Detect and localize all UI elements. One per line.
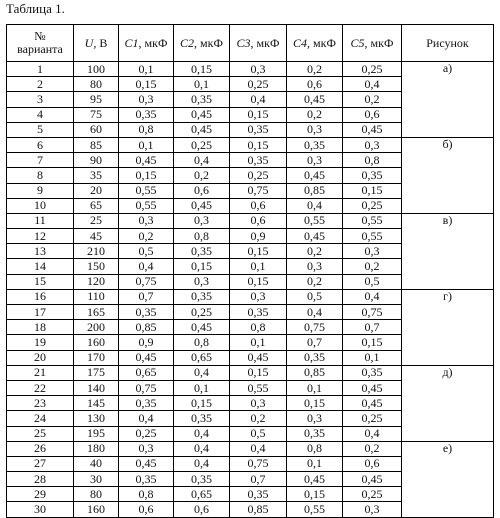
header-row xyxy=(7,25,494,62)
cell-c5: 0,2 xyxy=(343,441,402,456)
cell-c4: 0,85 xyxy=(287,365,343,380)
cell-c5: 0,1 xyxy=(343,350,402,365)
cell-c4: 0,55 xyxy=(287,502,343,517)
cell-c2: 0,45 xyxy=(174,320,230,335)
cell-c4: 0,4 xyxy=(287,198,343,213)
cell-c1: 0,55 xyxy=(119,183,174,198)
cell-c3: 0,15 xyxy=(230,137,287,152)
cell-c5: 0,8 xyxy=(343,153,402,168)
cell-c4: 0,35 xyxy=(287,350,343,365)
cell-c4: 0,45 xyxy=(287,229,343,244)
cell-c1: 0,8 xyxy=(119,487,174,502)
cell-c3: 0,8 xyxy=(230,320,287,335)
cell-voltage: 110 xyxy=(74,289,119,304)
cell-c4: 0,6 xyxy=(287,77,343,92)
header-c3 xyxy=(230,25,287,62)
cell-c4: 0,1 xyxy=(287,380,343,395)
header-c3-symbol: C3 xyxy=(236,35,251,50)
cell-c4: 0,15 xyxy=(287,487,343,502)
cell-variant: 5 xyxy=(7,122,74,137)
cell-variant: 25 xyxy=(7,426,74,441)
cell-c5: 0,4 xyxy=(343,77,402,92)
cell-c3: 0,3 xyxy=(230,62,287,77)
cell-voltage: 140 xyxy=(74,380,119,395)
cell-voltage: 40 xyxy=(74,456,119,471)
cell-c2: 0,2 xyxy=(174,168,230,183)
cell-c4: 0,75 xyxy=(287,320,343,335)
cell-c3: 0,5 xyxy=(230,426,287,441)
cell-c3: 0,35 xyxy=(230,122,287,137)
header-voltage-symbol: U xyxy=(84,35,94,50)
cell-voltage: 95 xyxy=(74,92,119,107)
cell-c5: 0,5 xyxy=(343,274,402,289)
cell-c4: 0,4 xyxy=(287,305,343,320)
cell-voltage: 170 xyxy=(74,350,119,365)
cell-c1: 0,45 xyxy=(119,456,174,471)
cell-voltage: 30 xyxy=(74,472,119,487)
cell-c2: 0,65 xyxy=(174,350,230,365)
cell-c2: 0,8 xyxy=(174,335,230,350)
cell-c2: 0,35 xyxy=(174,411,230,426)
cell-figure: д) xyxy=(402,365,494,441)
cell-c5: 0,35 xyxy=(343,365,402,380)
cell-c4: 0,3 xyxy=(287,122,343,137)
cell-c4: 0,3 xyxy=(287,153,343,168)
cell-c5: 0,25 xyxy=(343,487,402,502)
cell-variant: 16 xyxy=(7,289,74,304)
cell-c4: 0,85 xyxy=(287,183,343,198)
header-c4-unit: , мкФ xyxy=(307,35,336,50)
variants-table xyxy=(6,24,494,518)
cell-c4: 0,45 xyxy=(287,472,343,487)
cell-variant: 29 xyxy=(7,487,74,502)
cell-c4: 0,3 xyxy=(287,259,343,274)
cell-c1: 0,15 xyxy=(119,77,174,92)
cell-c2: 0,4 xyxy=(174,153,230,168)
cell-variant: 18 xyxy=(7,320,74,335)
cell-c2: 0,3 xyxy=(174,213,230,228)
cell-variant: 17 xyxy=(7,305,74,320)
cell-c5: 0,7 xyxy=(343,320,402,335)
header-figure: Рисунок xyxy=(402,25,494,62)
cell-c1: 0,15 xyxy=(119,168,174,183)
cell-voltage: 65 xyxy=(74,198,119,213)
cell-c3: 0,15 xyxy=(230,244,287,259)
cell-variant: 3 xyxy=(7,92,74,107)
header-c2 xyxy=(174,25,230,62)
cell-variant: 10 xyxy=(7,198,74,213)
cell-c1: 0,75 xyxy=(119,274,174,289)
cell-variant: 13 xyxy=(7,244,74,259)
cell-c5: 0,55 xyxy=(343,229,402,244)
cell-c5: 0,55 xyxy=(343,213,402,228)
cell-voltage: 90 xyxy=(74,153,119,168)
cell-c1: 0,45 xyxy=(119,153,174,168)
cell-c1: 0,3 xyxy=(119,441,174,456)
cell-voltage: 100 xyxy=(74,62,119,77)
cell-c1: 0,2 xyxy=(119,229,174,244)
cell-c3: 0,6 xyxy=(230,213,287,228)
cell-c1: 0,1 xyxy=(119,62,174,77)
cell-c5: 0,45 xyxy=(343,472,402,487)
cell-c5: 0,45 xyxy=(343,122,402,137)
cell-c1: 0,65 xyxy=(119,365,174,380)
cell-variant: 15 xyxy=(7,274,74,289)
cell-voltage: 25 xyxy=(74,213,119,228)
cell-voltage: 160 xyxy=(74,335,119,350)
cell-c1: 0,1 xyxy=(119,137,174,152)
cell-c3: 0,15 xyxy=(230,107,287,122)
header-voltage xyxy=(74,25,119,62)
cell-c5: 0,15 xyxy=(343,335,402,350)
cell-c3: 0,25 xyxy=(230,77,287,92)
cell-variant: 30 xyxy=(7,502,74,517)
cell-c4: 0,1 xyxy=(287,456,343,471)
cell-figure: г) xyxy=(402,289,494,365)
cell-c1: 0,25 xyxy=(119,426,174,441)
cell-voltage: 165 xyxy=(74,305,119,320)
table-row xyxy=(7,441,494,456)
cell-c5: 0,25 xyxy=(343,198,402,213)
cell-c3: 0,75 xyxy=(230,456,287,471)
cell-variant: 9 xyxy=(7,183,74,198)
cell-c2: 0,4 xyxy=(174,426,230,441)
cell-c5: 0,2 xyxy=(343,259,402,274)
cell-voltage: 175 xyxy=(74,365,119,380)
cell-c4: 0,45 xyxy=(287,92,343,107)
cell-c5: 0,3 xyxy=(343,137,402,152)
cell-voltage: 150 xyxy=(74,259,119,274)
cell-c5: 0,2 xyxy=(343,92,402,107)
cell-c4: 0,2 xyxy=(287,62,343,77)
cell-voltage: 75 xyxy=(74,107,119,122)
cell-voltage: 195 xyxy=(74,426,119,441)
header-c5-unit: , мкФ xyxy=(364,35,394,50)
cell-c1: 0,75 xyxy=(119,380,174,395)
cell-voltage: 85 xyxy=(74,137,119,152)
table-row xyxy=(7,213,494,228)
cell-c3: 0,7 xyxy=(230,472,287,487)
cell-c5: 0,6 xyxy=(343,456,402,471)
cell-variant: 6 xyxy=(7,137,74,152)
cell-c5: 0,45 xyxy=(343,396,402,411)
cell-c3: 0,15 xyxy=(230,274,287,289)
cell-c2: 0,3 xyxy=(174,274,230,289)
cell-c2: 0,25 xyxy=(174,305,230,320)
cell-c5: 0,75 xyxy=(343,305,402,320)
cell-variant: 7 xyxy=(7,153,74,168)
cell-c3: 0,35 xyxy=(230,487,287,502)
cell-c5: 0,35 xyxy=(343,168,402,183)
cell-voltage: 145 xyxy=(74,396,119,411)
cell-c2: 0,35 xyxy=(174,92,230,107)
cell-variant: 27 xyxy=(7,456,74,471)
cell-c3: 0,1 xyxy=(230,335,287,350)
cell-voltage: 180 xyxy=(74,441,119,456)
cell-variant: 28 xyxy=(7,472,74,487)
header-c1 xyxy=(119,25,174,62)
header-c5 xyxy=(343,25,402,62)
cell-c5: 0,15 xyxy=(343,183,402,198)
cell-variant: 21 xyxy=(7,365,74,380)
table-row xyxy=(7,289,494,304)
cell-c2: 0,25 xyxy=(174,137,230,152)
cell-c5: 0,3 xyxy=(343,502,402,517)
cell-c4: 0,45 xyxy=(287,168,343,183)
cell-figure: е) xyxy=(402,441,494,517)
cell-c2: 0,4 xyxy=(174,456,230,471)
cell-c1: 0,9 xyxy=(119,335,174,350)
cell-c3: 0,4 xyxy=(230,441,287,456)
cell-c2: 0,6 xyxy=(174,502,230,517)
cell-voltage: 45 xyxy=(74,229,119,244)
cell-c5: 0,25 xyxy=(343,411,402,426)
cell-c1: 0,55 xyxy=(119,198,174,213)
cell-c5: 0,3 xyxy=(343,244,402,259)
cell-voltage: 120 xyxy=(74,274,119,289)
cell-c3: 0,2 xyxy=(230,411,287,426)
cell-c1: 0,3 xyxy=(119,92,174,107)
cell-variant: 23 xyxy=(7,396,74,411)
cell-c3: 0,3 xyxy=(230,289,287,304)
cell-variant: 4 xyxy=(7,107,74,122)
header-c1-symbol: C1 xyxy=(124,35,139,50)
cell-c2: 0,1 xyxy=(174,380,230,395)
cell-c3: 0,1 xyxy=(230,259,287,274)
cell-c1: 0,35 xyxy=(119,107,174,122)
cell-c3: 0,15 xyxy=(230,365,287,380)
table-row xyxy=(7,137,494,152)
cell-c2: 0,35 xyxy=(174,289,230,304)
cell-c2: 0,35 xyxy=(174,244,230,259)
cell-c3: 0,85 xyxy=(230,502,287,517)
cell-c5: 0,4 xyxy=(343,289,402,304)
header-c2-symbol: C2 xyxy=(180,35,195,50)
cell-c3: 0,25 xyxy=(230,168,287,183)
cell-c2: 0,45 xyxy=(174,198,230,213)
cell-figure: а) xyxy=(402,62,494,138)
cell-c3: 0,4 xyxy=(230,92,287,107)
table-row xyxy=(7,62,494,77)
cell-voltage: 130 xyxy=(74,411,119,426)
cell-c3: 0,3 xyxy=(230,396,287,411)
cell-c2: 0,15 xyxy=(174,396,230,411)
cell-variant: 12 xyxy=(7,229,74,244)
header-voltage-unit: , В xyxy=(93,35,108,50)
cell-c2: 0,45 xyxy=(174,122,230,137)
cell-voltage: 35 xyxy=(74,168,119,183)
header-variant-label: варианта xyxy=(17,42,63,56)
header-c1-unit: , мкФ xyxy=(138,35,168,50)
cell-c1: 0,35 xyxy=(119,305,174,320)
cell-c1: 0,35 xyxy=(119,472,174,487)
cell-voltage: 200 xyxy=(74,320,119,335)
table-row xyxy=(7,365,494,380)
cell-c3: 0,35 xyxy=(230,153,287,168)
cell-c1: 0,8 xyxy=(119,122,174,137)
cell-variant: 26 xyxy=(7,441,74,456)
table-body xyxy=(7,62,494,518)
header-c5-symbol: C5 xyxy=(350,35,365,50)
cell-variant: 19 xyxy=(7,335,74,350)
cell-c4: 0,3 xyxy=(287,411,343,426)
cell-c4: 0,35 xyxy=(287,426,343,441)
cell-c4: 0,2 xyxy=(287,274,343,289)
cell-c2: 0,4 xyxy=(174,441,230,456)
header-c3-unit: , мкФ xyxy=(250,35,280,50)
cell-c4: 0,2 xyxy=(287,107,343,122)
cell-c2: 0,6 xyxy=(174,183,230,198)
cell-c2: 0,45 xyxy=(174,107,230,122)
cell-c5: 0,6 xyxy=(343,107,402,122)
cell-c2: 0,35 xyxy=(174,472,230,487)
cell-c4: 0,8 xyxy=(287,441,343,456)
cell-figure: в) xyxy=(402,213,494,289)
cell-c2: 0,65 xyxy=(174,487,230,502)
cell-c5: 0,25 xyxy=(343,62,402,77)
cell-c4: 0,55 xyxy=(287,213,343,228)
cell-c4: 0,2 xyxy=(287,244,343,259)
cell-c2: 0,4 xyxy=(174,365,230,380)
cell-c3: 0,35 xyxy=(230,305,287,320)
cell-c1: 0,6 xyxy=(119,502,174,517)
cell-c2: 0,1 xyxy=(174,77,230,92)
table-caption: Таблица 1. xyxy=(6,1,65,16)
cell-c1: 0,7 xyxy=(119,289,174,304)
cell-c3: 0,75 xyxy=(230,183,287,198)
header-variant xyxy=(7,25,74,62)
cell-voltage: 60 xyxy=(74,122,119,137)
cell-c1: 0,3 xyxy=(119,213,174,228)
cell-c1: 0,85 xyxy=(119,320,174,335)
cell-c1: 0,4 xyxy=(119,259,174,274)
header-c2-unit: , мкФ xyxy=(194,35,223,50)
cell-c4: 0,35 xyxy=(287,137,343,152)
cell-variant: 22 xyxy=(7,380,74,395)
cell-variant: 11 xyxy=(7,213,74,228)
cell-variant: 24 xyxy=(7,411,74,426)
cell-voltage: 210 xyxy=(74,244,119,259)
cell-c3: 0,45 xyxy=(230,350,287,365)
cell-voltage: 160 xyxy=(74,502,119,517)
cell-variant: 1 xyxy=(7,62,74,77)
cell-c1: 0,35 xyxy=(119,396,174,411)
cell-variant: 8 xyxy=(7,168,74,183)
cell-c4: 0,5 xyxy=(287,289,343,304)
cell-c1: 0,4 xyxy=(119,411,174,426)
cell-c3: 0,9 xyxy=(230,229,287,244)
cell-c2: 0,15 xyxy=(174,62,230,77)
cell-voltage: 80 xyxy=(74,77,119,92)
header-variant-symbol: № xyxy=(34,29,46,43)
cell-figure: б) xyxy=(402,137,494,213)
cell-variant: 20 xyxy=(7,350,74,365)
cell-variant: 2 xyxy=(7,77,74,92)
header-c4-symbol: C4 xyxy=(293,35,308,50)
cell-c5: 0,4 xyxy=(343,426,402,441)
cell-variant: 14 xyxy=(7,259,74,274)
cell-c1: 0,45 xyxy=(119,350,174,365)
header-c4 xyxy=(287,25,343,62)
cell-c4: 0,15 xyxy=(287,396,343,411)
cell-c3: 0,55 xyxy=(230,380,287,395)
cell-c2: 0,8 xyxy=(174,229,230,244)
cell-c2: 0,15 xyxy=(174,259,230,274)
cell-voltage: 20 xyxy=(74,183,119,198)
cell-c5: 0,45 xyxy=(343,380,402,395)
cell-voltage: 80 xyxy=(74,487,119,502)
cell-c1: 0,5 xyxy=(119,244,174,259)
cell-c4: 0,7 xyxy=(287,335,343,350)
cell-c3: 0,6 xyxy=(230,198,287,213)
